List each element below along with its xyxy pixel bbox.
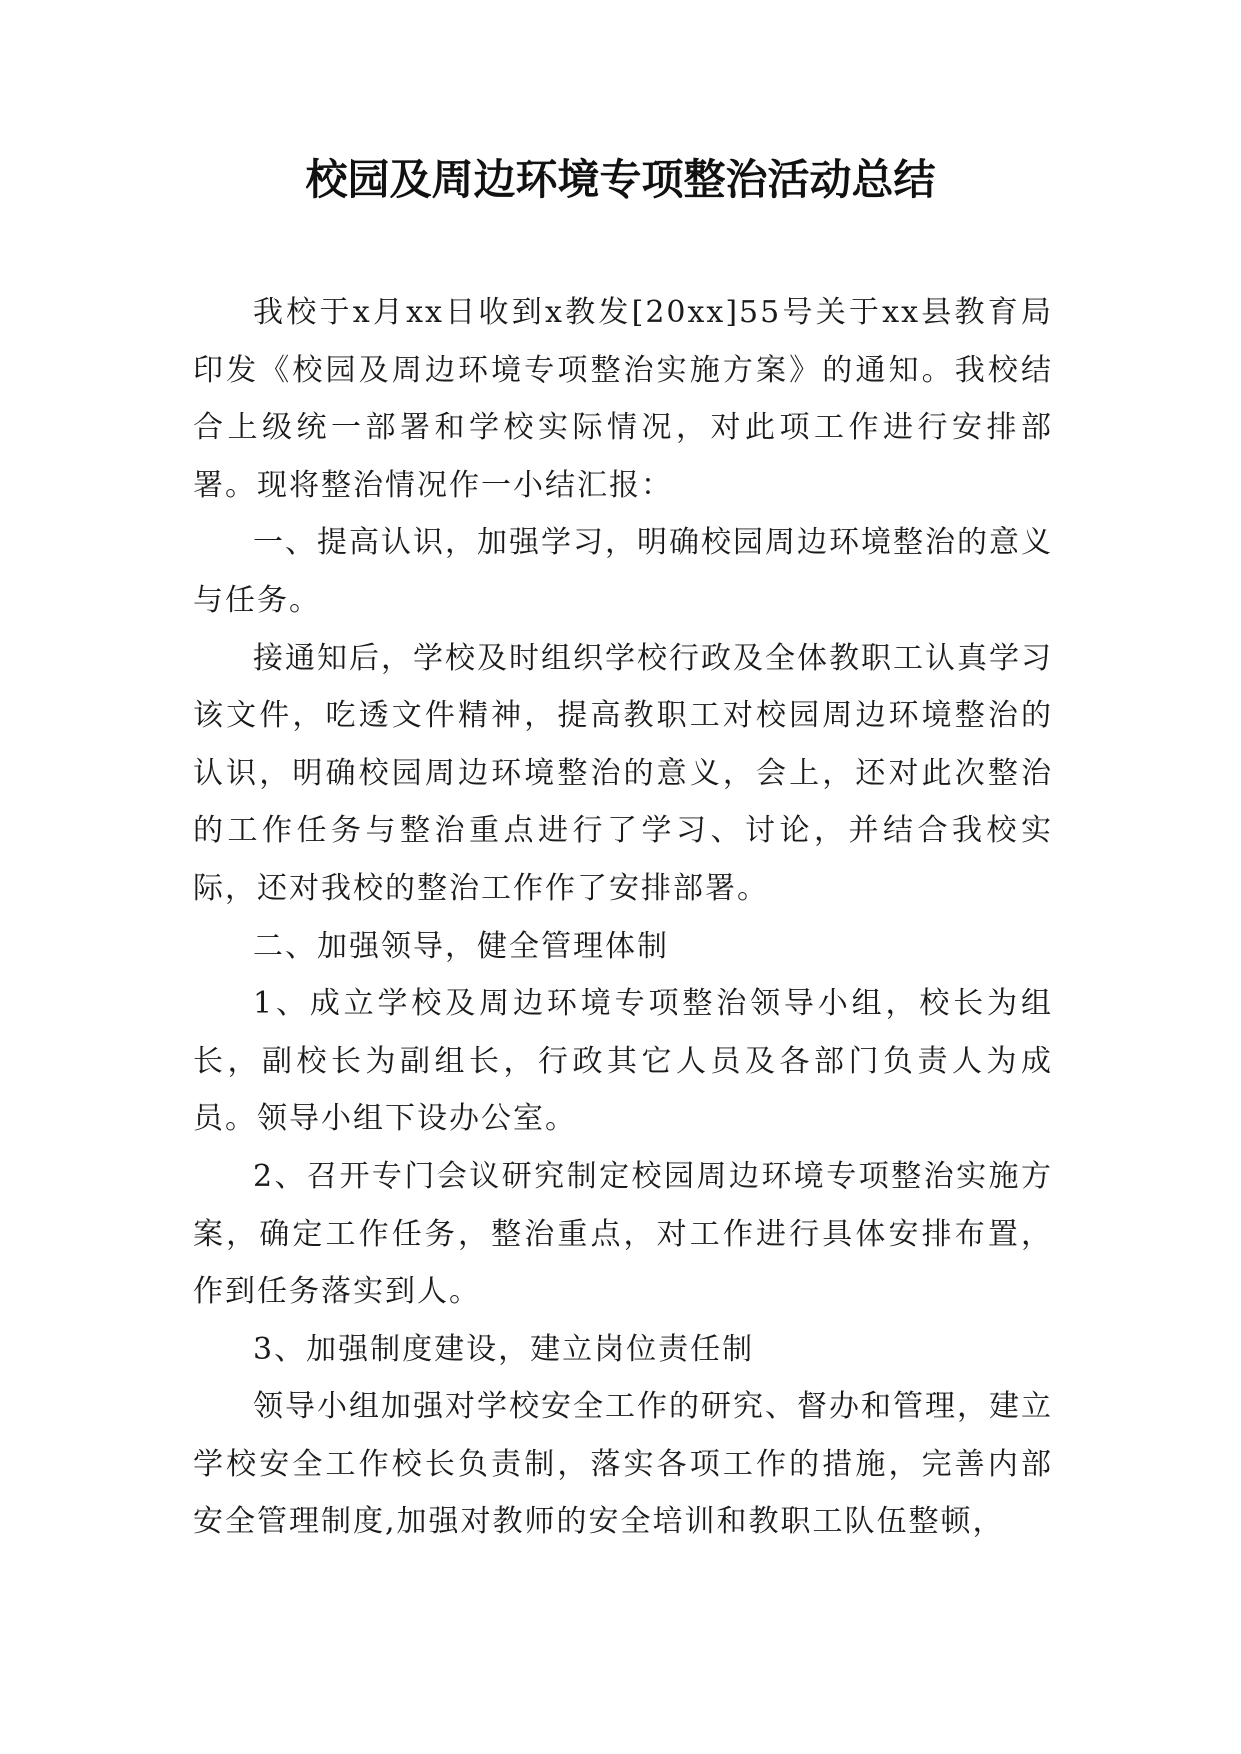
heading-section-2: 二、加强领导，健全管理体制	[253, 928, 669, 964]
document-body	[193, 284, 1053, 1551]
paragraph-item-2: 2、召开专门会议研究制定校园周边环境专项整治实施方案，确定工作任务，整治重点，对工作进行具体安排布置，作到任务落实到人。	[193, 1158, 1053, 1310]
heading-item-3: 3、加强制度建设，建立岗位责任制	[253, 1331, 755, 1367]
heading-section-1: 一、提高认识，加强学习，明确校园周边环境整治的意义与任务。	[193, 525, 1053, 618]
paragraph-item-1: 1、成立学校及周边环境专项整治领导小组，校长为组长，副校长为副组长，行政其它人员及各部门负责人为成员。领导小组下设办公室。	[193, 986, 1053, 1137]
document-title: 校园及周边环境专项整治活动总结	[305, 155, 936, 204]
paragraph-intro: 我校于x月xx日收到x教发[20xx]55号关于xx县教育局印发《校园及周边环境专项整治实施方案》的通知。我校结合上级统一部署和学校实际情况，对此项工作进行安排部署。现将整治情况作一小结汇报：	[193, 295, 1053, 503]
paragraph-item-3: 领导小组加强对学校安全工作的研究、督办和管理，建立学校安全工作校长负责制，落实各项工作的措施，完善内部安全管理制度,加强对教师的安全培训和教职工队伍整顿，	[193, 1389, 1053, 1540]
paragraph-section-1: 接通知后，学校及时组织学校行政及全体教职工认真学习该文件，吃透文件精神，提高教职工对校园周边环境整治的认识，明确校园周边环境整治的意义，会上，还对此次整治的工作任务与整治重点进行了学习、讨论，并结合我校实际，还对我校的整治工作作了安排部署。	[193, 640, 1053, 906]
